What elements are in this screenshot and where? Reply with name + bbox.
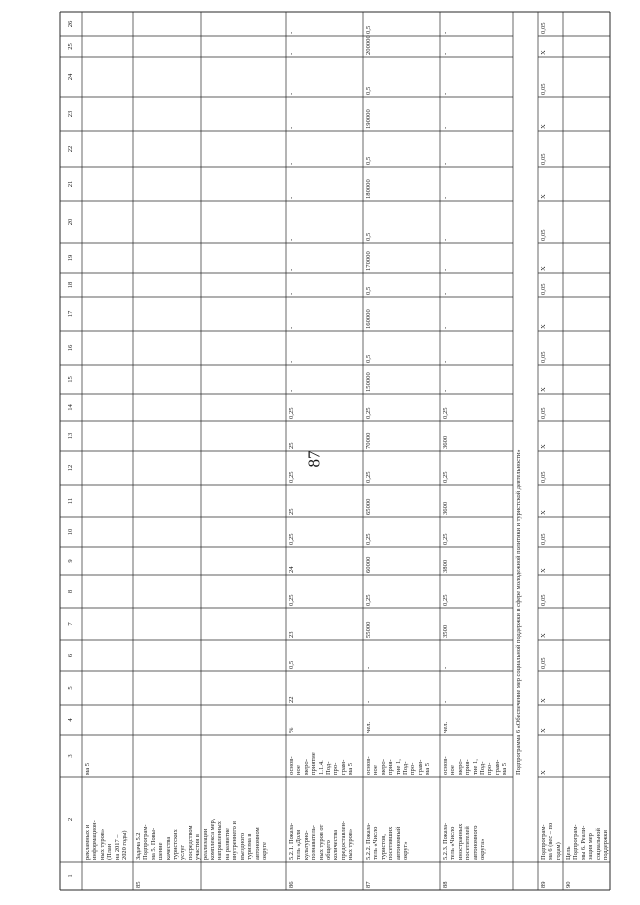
cell-r5-c6-text: 0,05 — [540, 657, 547, 669]
column-number-26-text: 26 — [67, 20, 74, 28]
cell-r5-c8 — [538, 575, 563, 608]
cell-r4-c25 — [440, 36, 513, 57]
column-number-9-text: 9 — [67, 559, 74, 563]
cell-r5-c4-text: X — [540, 728, 547, 733]
column-number-12 — [60, 451, 82, 485]
cell-r3-c7-text: 55000 — [365, 621, 372, 638]
cell-r5-c10-text: 0,05 — [540, 533, 547, 545]
cell-r3-c10-text: 0,25 — [365, 533, 372, 545]
cell-r2-c6-text: 0,5 — [288, 660, 295, 669]
cell-r3-c13-text: 70000 — [365, 432, 372, 449]
cell-r3-c4 — [363, 705, 440, 735]
cell-r2-c15-text: - — [288, 389, 295, 392]
cell-r2-c14 — [286, 394, 363, 421]
column-number-22 — [60, 131, 82, 167]
cell-r0-c2-text: рекламных и информацион- ных туров» (План на 2017 – 2020 годы) — [84, 820, 129, 860]
cell-r5-c15-text: X — [540, 387, 547, 392]
cell-r2-c20 — [286, 201, 363, 243]
row-number-87-text: 87 — [365, 881, 372, 888]
cell-r2-c11 — [286, 485, 363, 517]
cell-r2-c21-text: - — [288, 196, 295, 199]
cell-r5-c23-text: X — [540, 124, 547, 129]
cell-r2-c13-text: 25 — [288, 442, 295, 449]
column-number-3 — [60, 735, 82, 777]
cell-r5-c2 — [538, 777, 563, 862]
cell-r4-c7 — [440, 608, 513, 640]
cell-r5-c12 — [538, 451, 563, 485]
column-number-8 — [60, 575, 82, 608]
cell-r2-c6 — [286, 640, 363, 671]
cell-r5-c6 — [538, 640, 563, 671]
cell-r4-c24 — [440, 57, 513, 97]
cell-r4-c22 — [440, 131, 513, 167]
cell-r5-c18 — [538, 273, 563, 297]
cell-r3-c8 — [363, 575, 440, 608]
cell-r2-c22 — [286, 131, 363, 167]
column-number-11-text: 11 — [67, 497, 74, 505]
cell-r5-c9-text: X — [540, 568, 547, 573]
cell-r5-c23 — [538, 97, 563, 131]
cell-r5-c8-text: 0,05 — [540, 594, 547, 606]
cell-r4-c23-text: - — [442, 126, 449, 129]
column-number-19-text: 19 — [67, 254, 74, 262]
column-number-23 — [60, 97, 82, 131]
cell-r3-c2-text: 5.2.2. Показа- тель «Число туристов, посетивших автономный округ» — [365, 822, 410, 860]
cell-r4-c21 — [440, 167, 513, 201]
cell-r2-c8 — [286, 575, 363, 608]
cell-r5-c2-text: Подпрограм- ма 6 (вес – по годам) — [540, 822, 562, 860]
cell-r2-c19-text: - — [288, 268, 295, 271]
cell-r2-c4-text: % — [288, 727, 295, 733]
cell-r4-c5-text: - — [442, 700, 449, 703]
column-number-16-text: 16 — [67, 344, 74, 352]
cell-r5-c3-text: X — [540, 770, 547, 775]
cell-r2-c25-text: - — [288, 52, 295, 55]
cell-r2-c16 — [286, 331, 363, 365]
cell-r4-c20 — [440, 201, 513, 243]
cell-r4-c8 — [440, 575, 513, 608]
cell-r4-c18 — [440, 273, 513, 297]
cell-r5-c4 — [538, 705, 563, 735]
cell-r4-c4 — [440, 705, 513, 735]
row-number-90-text: 90 — [565, 881, 572, 888]
cell-r3-c22-text: 0,5 — [365, 156, 372, 165]
cell-r4-c14-text: 0,25 — [442, 407, 449, 419]
cell-r3-c15 — [363, 365, 440, 394]
cell-r2-c24 — [286, 57, 363, 97]
cell-r2-c19 — [286, 243, 363, 273]
column-number-24-text: 24 — [67, 73, 74, 81]
cell-r5-c19-text: X — [540, 266, 547, 271]
cell-r4-c6 — [440, 640, 513, 671]
cell-r4-c5 — [440, 671, 513, 705]
cell-r2-c21 — [286, 167, 363, 201]
cell-r3-c19-text: 170000 — [365, 251, 372, 271]
column-number-17-text: 17 — [67, 310, 74, 318]
cell-r4-c19 — [440, 243, 513, 273]
column-number-10 — [60, 517, 82, 547]
cell-r2-c20-text: - — [288, 238, 295, 241]
cell-r5-c10 — [538, 517, 563, 547]
cell-r4-c22-text: - — [442, 162, 449, 165]
cell-r2-c12 — [286, 451, 363, 485]
cell-r2-c3-text: основ- ное меро- приятие 1.1.4. Под- про- грам- ма 5 — [288, 752, 355, 775]
cell-r2-c23-text: - — [288, 126, 295, 129]
cell-r2-c9-text: 24 — [288, 566, 295, 573]
column-number-17 — [60, 297, 82, 331]
cell-r1-c2 — [133, 777, 268, 862]
row-number-86-text: 86 — [288, 881, 295, 888]
cell-r4-c15 — [440, 365, 513, 394]
cell-r5-c22 — [538, 131, 563, 167]
column-number-18 — [60, 273, 82, 297]
cell-r4-c9-text: 3800 — [442, 559, 449, 573]
cell-r3-c18-text: 0,5 — [365, 286, 372, 295]
cell-r3-c21-text: 180000 — [365, 179, 372, 199]
cell-r4-c21-text: - — [442, 196, 449, 199]
cell-r5-c5 — [538, 671, 563, 705]
cell-r4-c25-text: - — [442, 52, 449, 55]
column-number-13 — [60, 421, 82, 451]
column-number-23-text: 23 — [67, 110, 74, 118]
column-number-6-text: 6 — [67, 653, 74, 658]
cell-r2-c7-text: 23 — [288, 631, 295, 638]
row-number-86 — [286, 862, 363, 890]
cell-r4-c10-text: 0,25 — [442, 533, 449, 545]
cell-r4-c12 — [440, 451, 513, 485]
column-number-25 — [60, 36, 82, 57]
column-number-4 — [60, 705, 82, 735]
column-number-13-text: 13 — [67, 432, 74, 440]
cell-r5-c21-text: X — [540, 194, 547, 199]
column-number-6 — [60, 640, 82, 671]
cell-r3-c20 — [363, 201, 440, 243]
cell-r4-c8-text: 0,25 — [442, 594, 449, 606]
cell-r4-c18-text: - — [442, 292, 449, 295]
subprogram-banner — [513, 12, 538, 777]
cell-r3-c24 — [363, 57, 440, 97]
row-number-85 — [133, 862, 201, 890]
cell-r2-c15 — [286, 365, 363, 394]
cell-r2-c26-text: - — [288, 31, 295, 34]
cell-r3-c15-text: 150000 — [365, 372, 372, 392]
cell-r5-c14-text: 0,05 — [540, 407, 547, 419]
column-number-7 — [60, 608, 82, 640]
cell-r0-c2 — [82, 777, 133, 862]
cell-r3-c20-text: 0,5 — [365, 232, 372, 241]
cell-r3-c17 — [363, 297, 440, 331]
column-number-2-text: 2 — [67, 817, 74, 822]
cell-r3-c2 — [363, 777, 440, 862]
cell-r3-c22 — [363, 131, 440, 167]
cell-r3-c5-text: - — [365, 700, 372, 703]
cell-r5-c7-text: X — [540, 633, 547, 638]
column-number-25-text: 25 — [67, 43, 74, 50]
column-number-22-text: 22 — [67, 145, 74, 153]
cell-r5-c11 — [538, 485, 563, 517]
cell-r5-c24-text: 0,05 — [540, 83, 547, 95]
cell-r2-c18 — [286, 273, 363, 297]
row-number-90 — [563, 862, 610, 890]
cell-r4-c26-text: - — [442, 31, 449, 34]
column-number-26 — [60, 12, 82, 36]
cell-r2-c10-text: 0,25 — [288, 533, 295, 545]
column-number-9 — [60, 547, 82, 575]
cell-r3-c5 — [363, 671, 440, 705]
column-number-20 — [60, 201, 82, 243]
cell-r3-c6-text: - — [365, 666, 372, 669]
cell-r4-c2-text: 5.2.3. Показа- тель «Число иностранных посетителей автономного округа» — [442, 822, 487, 860]
cell-r5-c7 — [538, 608, 563, 640]
column-number-5-text: 5 — [67, 686, 74, 690]
row-number-87 — [363, 862, 440, 890]
cell-r4-c16-text: - — [442, 360, 449, 363]
cell-r2-c9 — [286, 547, 363, 575]
cell-r3-c18 — [363, 273, 440, 297]
cell-r4-c6-text: - — [442, 666, 449, 669]
cell-r4-c7-text: 3500 — [442, 624, 449, 638]
column-number-24 — [60, 57, 82, 97]
cell-r3-c4-text: чел. — [365, 721, 372, 733]
cell-r4-c9 — [440, 547, 513, 575]
cell-r5-c26 — [538, 12, 563, 36]
cell-r5-c5-text: X — [540, 698, 547, 703]
cell-r5-c13-text: X — [540, 444, 547, 449]
cell-r2-c11-text: 25 — [288, 508, 295, 515]
cell-r0-c3 — [82, 735, 133, 777]
cell-r5-c19 — [538, 243, 563, 273]
cell-r5-c13 — [538, 421, 563, 451]
cell-r4-c19-text: - — [442, 268, 449, 271]
cell-r5-c16-text: 0,05 — [540, 351, 547, 363]
cell-r2-c13 — [286, 421, 363, 451]
cell-r3-c23 — [363, 97, 440, 131]
column-number-19 — [60, 243, 82, 273]
cell-r2-c23 — [286, 97, 363, 131]
cell-r4-c3-text: основ- ное меро- прия- тие 1, Под- про- грам- ма 5 — [442, 756, 509, 775]
cell-r5-c17-text: X — [540, 324, 547, 329]
cell-r3-c13 — [363, 421, 440, 451]
cell-r4-c14 — [440, 394, 513, 421]
cell-r4-c17 — [440, 297, 513, 331]
column-number-16 — [60, 331, 82, 365]
cell-r5-c16 — [538, 331, 563, 365]
cell-r2-c3 — [286, 735, 363, 777]
cell-r3-c12-text: 0,25 — [365, 471, 372, 483]
row-number-89 — [538, 862, 563, 890]
cell-r3-c21 — [363, 167, 440, 201]
column-number-12-text: 12 — [67, 464, 74, 472]
cell-r5-c15 — [538, 365, 563, 394]
cell-r3-c10 — [363, 517, 440, 547]
cell-r2-c16-text: - — [288, 360, 295, 363]
cell-r4-c13 — [440, 421, 513, 451]
cell-r4-c2 — [440, 777, 513, 862]
cell-r5-c20 — [538, 201, 563, 243]
cell-r4-c23 — [440, 97, 513, 131]
column-number-21-text: 21 — [67, 180, 74, 188]
cell-r2-c17 — [286, 297, 363, 331]
cell-r5-c25 — [538, 36, 563, 57]
column-number-10-text: 10 — [67, 528, 74, 536]
cell-r6-c2 — [563, 777, 610, 862]
row-number-89-text: 89 — [540, 881, 547, 888]
cell-r1-c2-text: Задача 5.2 Подпрограм- ма 5. Повы- шение качества туристских услуг посредством участия в реализации комплекса мер, направленных на развитие внутреннего и въездного туризма в автономном округе — [135, 818, 268, 860]
column-number-8-text: 8 — [67, 589, 74, 594]
cell-r3-c19 — [363, 243, 440, 273]
cell-r4-c20-text: - — [442, 238, 449, 241]
column-number-3-text: 3 — [67, 754, 74, 758]
cell-r5-c9 — [538, 547, 563, 575]
cell-r5-c11-text: X — [540, 510, 547, 515]
cell-r3-c3 — [363, 735, 440, 777]
cell-r3-c25 — [363, 36, 440, 57]
cell-r3-c17-text: 160000 — [365, 309, 372, 329]
cell-r2-c25 — [286, 36, 363, 57]
cell-r3-c26 — [363, 12, 440, 36]
cell-r5-c20-text: 0,05 — [540, 229, 547, 241]
column-number-7-text: 7 — [67, 622, 74, 626]
column-number-21 — [60, 167, 82, 201]
cell-r4-c12-text: 0,25 — [442, 471, 449, 483]
column-number-14 — [60, 394, 82, 421]
column-number-15 — [60, 365, 82, 394]
subprogram-banner-text: Подпрограмма 6 «Обеспечение мер социальной поддержки в сфере молодежной политики и туристской деятельности» — [515, 449, 522, 775]
cell-r2-c22-text: - — [288, 162, 295, 165]
cell-r3-c9-text: 60000 — [365, 556, 372, 573]
cell-r5-c25-text: X — [540, 50, 547, 55]
cell-r2-c2-text: 5.2.1. Показа- тель «Доля культурно- познаватель- ных туров от общего количества предоставлен- ных туров» — [288, 820, 355, 860]
cell-r3-c26-text: 0,5 — [365, 25, 372, 34]
column-number-4-text: 4 — [67, 718, 74, 722]
cell-r3-c3-text: основ- ное меро- прия- тие 1, Под- про- грам- ма 5 — [365, 756, 432, 775]
cell-r2-c26 — [286, 12, 363, 36]
cell-r3-c11-text: 65000 — [365, 498, 372, 515]
cell-r3-c23-text: 190000 — [365, 109, 372, 129]
cell-r5-c18-text: 0,05 — [540, 283, 547, 295]
cell-r2-c2 — [286, 777, 363, 862]
cell-r3-c8-text: 0,25 — [365, 594, 372, 606]
cell-r2-c17-text: - — [288, 326, 295, 329]
cell-r2-c12-text: 0,25 — [288, 471, 295, 483]
cell-r2-c8-text: 0,25 — [288, 594, 295, 606]
cell-r3-c11 — [363, 485, 440, 517]
cell-r4-c13-text: 3600 — [442, 435, 449, 449]
cell-r2-c4 — [286, 705, 363, 735]
cell-r6-c2-text: Цель Подпрограм- мы 6. Реали- зация мер социальной поддержки — [565, 824, 610, 860]
cell-r5-c24 — [538, 57, 563, 97]
cell-r2-c5-text: 22 — [288, 696, 295, 703]
cell-r3-c6 — [363, 640, 440, 671]
cell-r5-c26-text: 0,05 — [540, 22, 547, 34]
column-number-11 — [60, 485, 82, 517]
cell-r5-c12-text: 0,05 — [540, 471, 547, 483]
row-number-88-text: 88 — [442, 881, 449, 888]
cell-r4-c10 — [440, 517, 513, 547]
cell-r4-c15-text: - — [442, 389, 449, 392]
cell-r4-c26 — [440, 12, 513, 36]
cell-r3-c25-text: 200000 — [365, 35, 372, 55]
cell-r4-c16 — [440, 331, 513, 365]
cell-r5-c22-text: 0,05 — [540, 153, 547, 165]
cell-r4-c11-text: 3600 — [442, 501, 449, 515]
column-number-18-text: 18 — [67, 281, 74, 289]
cell-r3-c14-text: 0,25 — [365, 407, 372, 419]
column-number-5 — [60, 671, 82, 705]
cell-r3-c24-text: 0,5 — [365, 86, 372, 95]
cell-r5-c17 — [538, 297, 563, 331]
cell-r3-c7 — [363, 608, 440, 640]
cell-r4-c11 — [440, 485, 513, 517]
cell-r4-c4-text: чел. — [442, 721, 449, 733]
row-number-88 — [440, 862, 513, 890]
cell-r2-c14-text: 0,25 — [288, 407, 295, 419]
cell-r2-c18-text: - — [288, 292, 295, 295]
column-number-1 — [60, 862, 82, 890]
cell-r2-c5 — [286, 671, 363, 705]
cell-r5-c3 — [538, 735, 563, 777]
page-number: 87 — [304, 450, 323, 468]
cell-r2-c10 — [286, 517, 363, 547]
cell-r0-c3-text: ма 5 — [84, 763, 91, 775]
cell-r4-c17-text: - — [442, 326, 449, 329]
cell-r3-c12 — [363, 451, 440, 485]
cell-r5-c21 — [538, 167, 563, 201]
row-number-85-text: 85 — [135, 881, 142, 888]
column-number-20-text: 20 — [67, 218, 74, 226]
cell-r4-c24-text: - — [442, 92, 449, 95]
column-number-14-text: 14 — [67, 404, 74, 411]
cell-r3-c14 — [363, 394, 440, 421]
column-number-2 — [60, 777, 82, 862]
cell-r2-c7 — [286, 608, 363, 640]
column-number-15-text: 15 — [67, 376, 74, 383]
cell-r3-c16 — [363, 331, 440, 365]
cell-r4-c3 — [440, 735, 513, 777]
cell-r2-c24-text: - — [288, 92, 295, 95]
cell-r3-c16-text: 0,5 — [365, 354, 372, 363]
cell-r5-c14 — [538, 394, 563, 421]
column-number-1-text: 1 — [67, 874, 74, 878]
cell-r3-c9 — [363, 547, 440, 575]
